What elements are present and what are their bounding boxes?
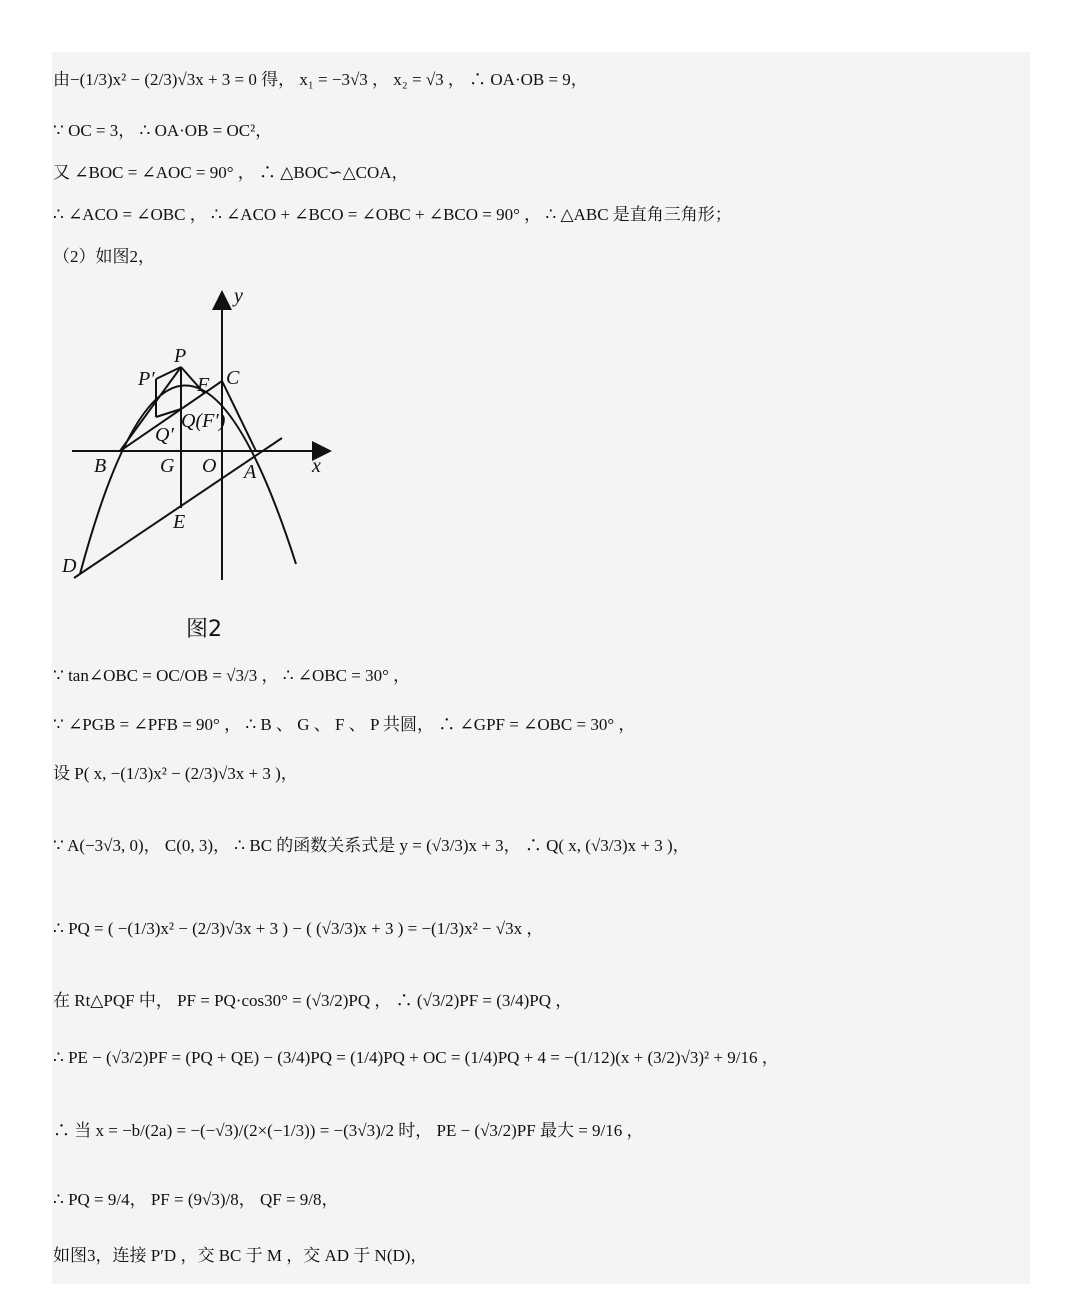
text-line-6: ∵ tan∠OBC = OC/OB = √3/3 ， ∴ ∠OBC = 30° ， — [53, 666, 411, 685]
label-o: O — [202, 455, 217, 477]
text-line-5: （2）如图2， — [53, 247, 155, 266]
text-line-9: ∵ A(−3√3, 0)， C(0, 3)， ∴ BC 的函数关系式是 y = (√3/3)x + 3， ∴ Q( x, (√3/3)x + 3 )， — [53, 836, 690, 855]
figure-2-diagram — [60, 282, 340, 592]
label-p: P — [174, 345, 187, 367]
label-b: B — [94, 455, 107, 477]
label-e: E — [173, 511, 186, 533]
figure-caption: 图2 — [186, 617, 222, 642]
label-a: A — [244, 461, 257, 483]
label-q-prime: Q′ — [155, 424, 174, 446]
text-line-15: 如图3，连接 P′D ，交 BC 于 M ，交 AD 于 N(D)， — [53, 1246, 428, 1265]
label-q-f-prime: Q(F′) — [181, 410, 226, 432]
label-y-axis: y — [234, 285, 243, 307]
segment-ca — [222, 381, 256, 451]
text-line-14: ∴ PQ = 9/4， PF = (9√3)/8， QF = 9/8， — [53, 1190, 339, 1209]
figure-2 — [60, 282, 340, 592]
text-line-2: ∵ OC = 3， ∴ OA·OB = OC²， — [53, 121, 273, 140]
text-line-12: ∴ PE − (√3/2)PF = (PQ + QE) − (3/4)PQ = (1/4)PQ + OC = (1/4)PQ + 4 = −(1/12)(x + (3/2)√3)² + 9/16 ， — [53, 1048, 779, 1067]
label-x-axis: x — [312, 455, 321, 477]
text-line-11: 在 Rt△PQF 中， PF = PQ·cos30° = (√3/2)PQ ， ∴ (√3/2)PF = (3/4)PQ ， — [53, 991, 573, 1010]
segment-q-prime-q — [156, 409, 181, 417]
text-line-3: 又 ∠BOC = ∠AOC = 90° ， ∴ △BOC∽△COA， — [53, 163, 409, 182]
text-line-10: ∴ PQ = ( −(1/3)x² − (2/3)√3x + 3 ) − ( (√3/3)x + 3 ) = −(1/3)x² − √3x ， — [53, 919, 544, 938]
text-line-13: ∴ 当 x = −b/(2a) = −(−√3)/(2×(−1/3)) = −(3√3)/2 时， PE − (√3/2)PF 最大 = 9/16 ， — [53, 1121, 644, 1140]
label-f: F — [197, 374, 210, 396]
text-line-1: 由−(1/3)x² − (2/3)√3x + 3 = 0 得， x₁ = −3√3 ， x₂ = √3 ， ∴ OA·OB = 9， — [53, 70, 588, 89]
label-p-prime: P′ — [138, 368, 155, 390]
text-line-7: ∵ ∠PGB = ∠PFB = 90° ， ∴ B 、 G 、 F 、 P 共圆， ∴ ∠GPF = ∠OBC = 30° ， — [53, 715, 636, 734]
text-line-4: ∴ ∠ACO = ∠OBC ， ∴ ∠ACO + ∠BCO = ∠OBC + ∠BCO = 90° ， ∴ △ABC 是直角三角形； — [53, 205, 732, 224]
label-g: G — [160, 455, 175, 477]
label-d: D — [62, 555, 77, 577]
label-c: C — [226, 367, 240, 389]
text-line-8: 设 P( x, −(1/3)x² − (2/3)√3x + 3 )， — [53, 764, 298, 783]
